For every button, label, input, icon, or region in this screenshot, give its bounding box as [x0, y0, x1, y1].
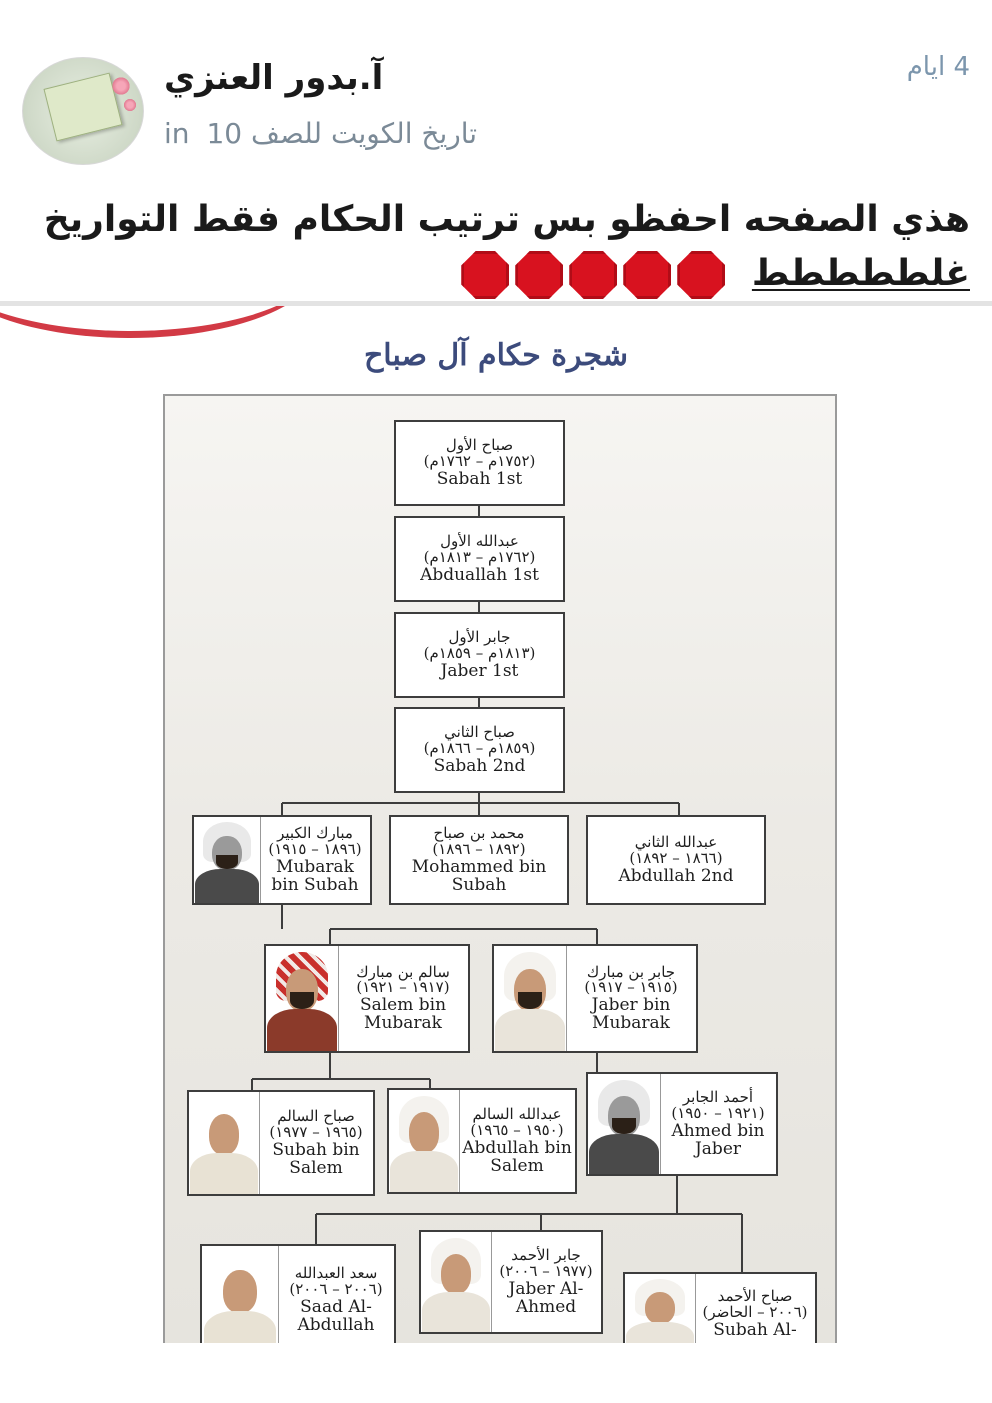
channel-line [164, 117, 477, 150]
author-name[interactable]: آ.بدور العنزي [164, 58, 384, 98]
ruler-arabic-name: صباح الأول [445, 436, 514, 455]
ruler-english-name: Mubarak bin Subah [271, 856, 359, 895]
post-body [30, 193, 970, 301]
ruler-node-abdullah-1st [394, 516, 565, 602]
ruler-portrait [421, 1232, 492, 1332]
ruler-arabic-name: محمد بن صباح [433, 824, 525, 843]
ruler-years: (٢٠٠٦ – الحاضر) [702, 1302, 808, 1321]
ruler-arabic-name: سعد العبدالله [294, 1264, 378, 1283]
reaction-emojis [461, 251, 725, 299]
ruler-portrait [202, 1246, 279, 1343]
ruler-years: (١٩١٥ – ١٩١٧) [584, 978, 678, 997]
post-text-line-2 [30, 247, 970, 301]
ruler-node-sabah-2nd [394, 707, 565, 793]
ruler-arabic-name: عبدالله الثاني [634, 833, 718, 852]
stop-sign-icon [461, 251, 509, 299]
ruler-arabic-name: أحمد الجابر [682, 1088, 754, 1107]
ruler-portrait [625, 1274, 696, 1343]
ruler-english-name: Jaber bin Mubarak [591, 995, 671, 1034]
ruler-years: (١٩٦٥ – ١٩٧٧) [269, 1122, 363, 1141]
ruler-years: (١٨٩٦ – ١٩١٥) [268, 839, 362, 858]
family-tree-panel [163, 394, 837, 1343]
ruler-english-name: Mohammed bin Subah [411, 856, 547, 895]
ruler-node-abdullah-2nd [586, 815, 766, 905]
ruler-arabic-name: جابر الأحمد [511, 1246, 581, 1265]
ruler-node-salem-bin-mubarak [264, 944, 470, 1053]
ruler-node-abdullah-al-salem [387, 1088, 577, 1194]
ruler-node-jaber-1st [394, 612, 565, 698]
ruler-years: (١٨١٣م – ١٨٥٩م) [423, 643, 536, 662]
ruler-years: (١٩٢١ – ١٩٥٠) [671, 1103, 765, 1122]
ruler-years: (١٨٦٦ – ١٨٩٢) [629, 848, 723, 867]
ruler-portrait [266, 946, 339, 1051]
ruler-english-name: Subah bin Salem [272, 1139, 360, 1178]
attached-image[interactable] [0, 306, 992, 1343]
ruler-node-ahmed-al-jaber [586, 1072, 778, 1176]
ruler-years: (١٨٥٩م – ١٨٦٦م) [423, 738, 536, 757]
ruler-years: (١٨٩٢ – ١٨٩٦) [432, 839, 526, 858]
flower-icon [111, 76, 131, 96]
ruler-years: (١٩١٧ – ١٩٢١) [356, 978, 450, 997]
ruler-node-mohammed [389, 815, 569, 905]
ruler-portrait [494, 946, 567, 1051]
ruler-english-name: Abdullah bin Salem [462, 1137, 572, 1176]
ruler-node-saad-al-abdullah [200, 1244, 396, 1343]
ruler-portrait [189, 1092, 260, 1194]
ruler-english-name: Abduallah 1st [420, 564, 539, 585]
author-avatar[interactable] [22, 57, 144, 165]
ruler-arabic-name: صباح السالم [277, 1107, 355, 1126]
stop-sign-icon [677, 251, 725, 299]
ruler-portrait [194, 817, 261, 903]
ruler-arabic-name: جابر الأول [448, 628, 511, 647]
laugh-text: غلططططط [751, 253, 970, 294]
ruler-node-sabah-1st [394, 420, 565, 506]
post-time: 4 ايام [906, 52, 970, 82]
ruler-arabic-name: عبدالله السالم [472, 1105, 562, 1124]
ruler-years: (١٩٧٧ – ٢٠٠٦) [499, 1261, 593, 1280]
ruler-english-name: Saad Al-Abdullah [297, 1296, 375, 1335]
ruler-arabic-name: سالم بن مبارك [356, 962, 450, 981]
decorative-arc [0, 306, 320, 338]
stop-sign-icon [515, 251, 563, 299]
ruler-node-sabah-al-ahmad [623, 1272, 817, 1343]
ruler-english-name: Salem bin Mubarak [359, 995, 447, 1034]
ruler-english-name: Subah Al- [713, 1319, 797, 1340]
ruler-years: (١٧٦٢م – ١٨١٣م) [423, 547, 536, 566]
ruler-arabic-name: صباح الأحمد [717, 1287, 793, 1306]
ruler-arabic-name: صباح الثاني [444, 723, 515, 742]
ruler-english-name: Abdullah 2nd [618, 865, 734, 886]
ruler-arabic-name: جابر بن مبارك [586, 962, 676, 981]
post-text-line: هذي الصفحه احفظو بس ترتيب الحكام فقط التواريخ [43, 199, 970, 240]
channel-prefix: in [164, 117, 190, 150]
ruler-english-name: Jaber 1st [440, 660, 519, 681]
ruler-english-name: Sabah 1st [436, 468, 523, 489]
ruler-english-name: Jaber Al-Ahmed [508, 1278, 584, 1317]
ruler-years: (٢٠٠٦ – ٢٠٠٦) [289, 1279, 383, 1298]
tree-title: شجرة حكام آل صباح [363, 338, 629, 373]
ruler-years: (١٩٥٠ – ١٩٦٥) [470, 1120, 564, 1139]
ruler-english-name: Sabah 2nd [433, 755, 526, 776]
ruler-node-sabah-al-salem [187, 1090, 375, 1196]
ruler-portrait [588, 1074, 661, 1174]
ruler-arabic-name: عبدالله الأول [440, 532, 519, 551]
ruler-arabic-name: مبارك الكبير [277, 824, 353, 843]
flower-icon [123, 98, 137, 112]
ruler-years: (١٧٥٢م – ١٧٦٢م) [423, 451, 536, 470]
channel-link[interactable]: تاريخ الكويت للصف 10 [206, 117, 478, 150]
ruler-node-mubarak [192, 815, 372, 905]
ruler-portrait [389, 1090, 460, 1192]
post-header [0, 0, 992, 300]
ruler-english-name: Ahmed bin Jaber [671, 1120, 765, 1159]
ruler-node-jaber-al-ahmad [419, 1230, 603, 1334]
stop-sign-icon [569, 251, 617, 299]
ruler-node-jaber-bin-mubarak [492, 944, 698, 1053]
stop-sign-icon [623, 251, 671, 299]
